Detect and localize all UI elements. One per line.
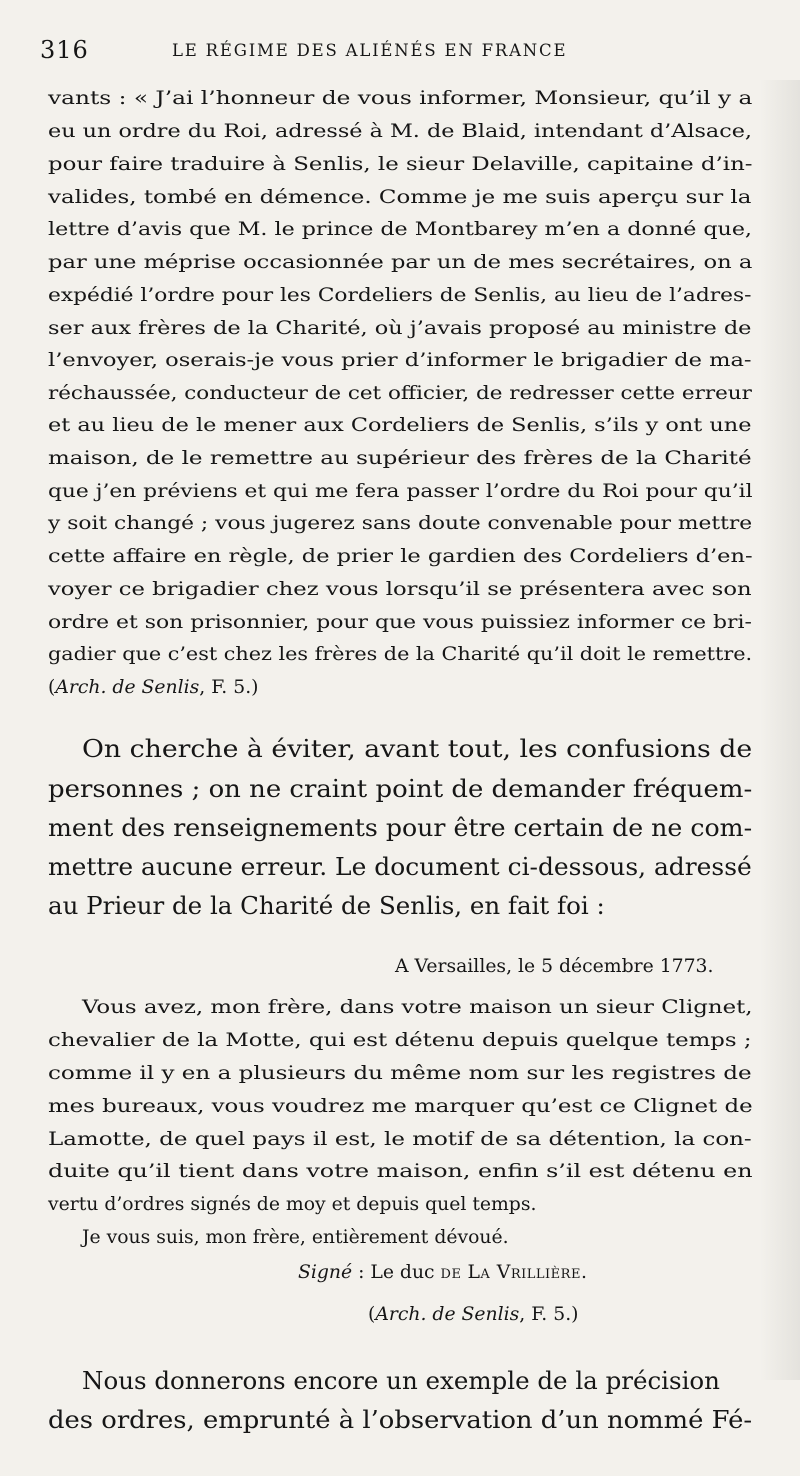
text-line: Vous avez, mon frère, dans votre maison un sieur Clignet, [82, 997, 753, 1018]
text-line: Nous donnerons encore un exemple de la précision [82, 1366, 720, 1395]
source-citation: (Arch. de Senlis, F. 5.) [48, 677, 259, 698]
text-line: personnes ; on ne craint point de demander fréquem- [48, 774, 753, 803]
text-line: mes bureaux, vous voudrez me marquer qu’est ce Clignet de [48, 1096, 753, 1117]
text-line: expédié l’ordre pour les Cordeliers de Senlis, au lieu de l’adres- [48, 285, 752, 306]
text-line: pour faire traduire à Senlis, le sieur Delaville, capitaine d’in- [48, 154, 753, 175]
citation-italic: Arch. de Senlis [55, 677, 200, 698]
page-edge-shadow [760, 80, 800, 1380]
text-line: Je vous suis, mon frère, entièrement dévoué. [82, 1227, 509, 1248]
text-line: gadier que c’est chez les frères de la Charité qu’il doit le remettre. [48, 644, 753, 665]
text-line: par une méprise occasionnée par un de mes secrétaires, on a [48, 252, 753, 273]
text-line: eu un ordre du Roi, adressé à M. de Blaid, intendant d’Alsace, [48, 121, 753, 142]
text-line: voyer ce brigadier chez vous lorsqu’il se présentera avec son [48, 579, 752, 600]
text-line: On cherche à éviter, avant tout, les confusions de [82, 734, 753, 763]
signe-italic: Signé [298, 1262, 353, 1283]
text-line: au Prieur de la Charité de Senlis, en fait foi : [48, 891, 605, 920]
text-line: vertu d’ordres signés de moy et depuis quel temps. [48, 1194, 537, 1215]
text-line: Lamotte, de quel pays il est, le motif de sa détention, la con- [48, 1129, 752, 1150]
text-line: et au lieu de le mener aux Cordeliers de Senlis, s’ils y ont une [48, 415, 752, 436]
text-line: ment des renseignements pour être certain de ne com- [48, 813, 753, 842]
text-line: des ordres, emprunté à l’observation d’un nommé Fé- [48, 1405, 753, 1434]
text-line: chevalier de la Motte, qui est détenu depuis quelque temps ; [48, 1030, 752, 1051]
text-line: vants : « J’ai l’honneur de vous informer, Monsieur, qu’il y a [48, 88, 753, 109]
page-number: 316 [40, 36, 89, 64]
running-title: LE RÉGIME DES ALIÉNÉS EN FRANCE [172, 41, 568, 60]
source-citation: (Arch. de Senlis, F. 5.) [368, 1304, 579, 1325]
text-line: ser aux frères de la Charité, où j’avais proposé au ministre de [48, 318, 752, 339]
text-line: maison, de le remettre au supérieur des frères de la Charité [48, 448, 752, 469]
page-header [40, 36, 780, 72]
text-line: ordre et son prisonnier, pour que vous puissiez informer ce bri- [48, 612, 752, 633]
text-line: lettre d’avis que M. le prince de Montbarey m’en a donné que, [48, 219, 752, 240]
citation-italic: Arch. de Senlis [375, 1304, 520, 1325]
signature-line: Signé : Le duc de La Vrillière. [298, 1262, 588, 1283]
text-line: y soit changé ; vous jugerez sans doute convenable pour mettre [48, 513, 753, 534]
letter-dateline: A Versailles, le 5 décembre 1773. [395, 956, 714, 977]
text-line: valides, tombé en démence. Comme je me suis aperçu sur la [48, 187, 752, 208]
text-line: duite qu’il tient dans votre maison, enfin s’il est détenu en [48, 1161, 753, 1182]
text-line: comme il y en a plusieurs du même nom sur les registres de [48, 1063, 752, 1084]
text-line: l’envoyer, oserais-je vous prier d’informer le brigadier de ma- [48, 350, 752, 371]
text-line: réchaussée, conducteur de cet officier, de redresser cette erreur [48, 383, 752, 404]
text-line: mettre aucune erreur. Le document ci-dessous, adressé [48, 852, 752, 881]
text-line: cette affaire en règle, de prier le gardien des Cordeliers d’en- [48, 546, 753, 567]
text-line: que j’en préviens et qui me fera passer l’ordre du Roi pour qu’il [48, 481, 753, 502]
